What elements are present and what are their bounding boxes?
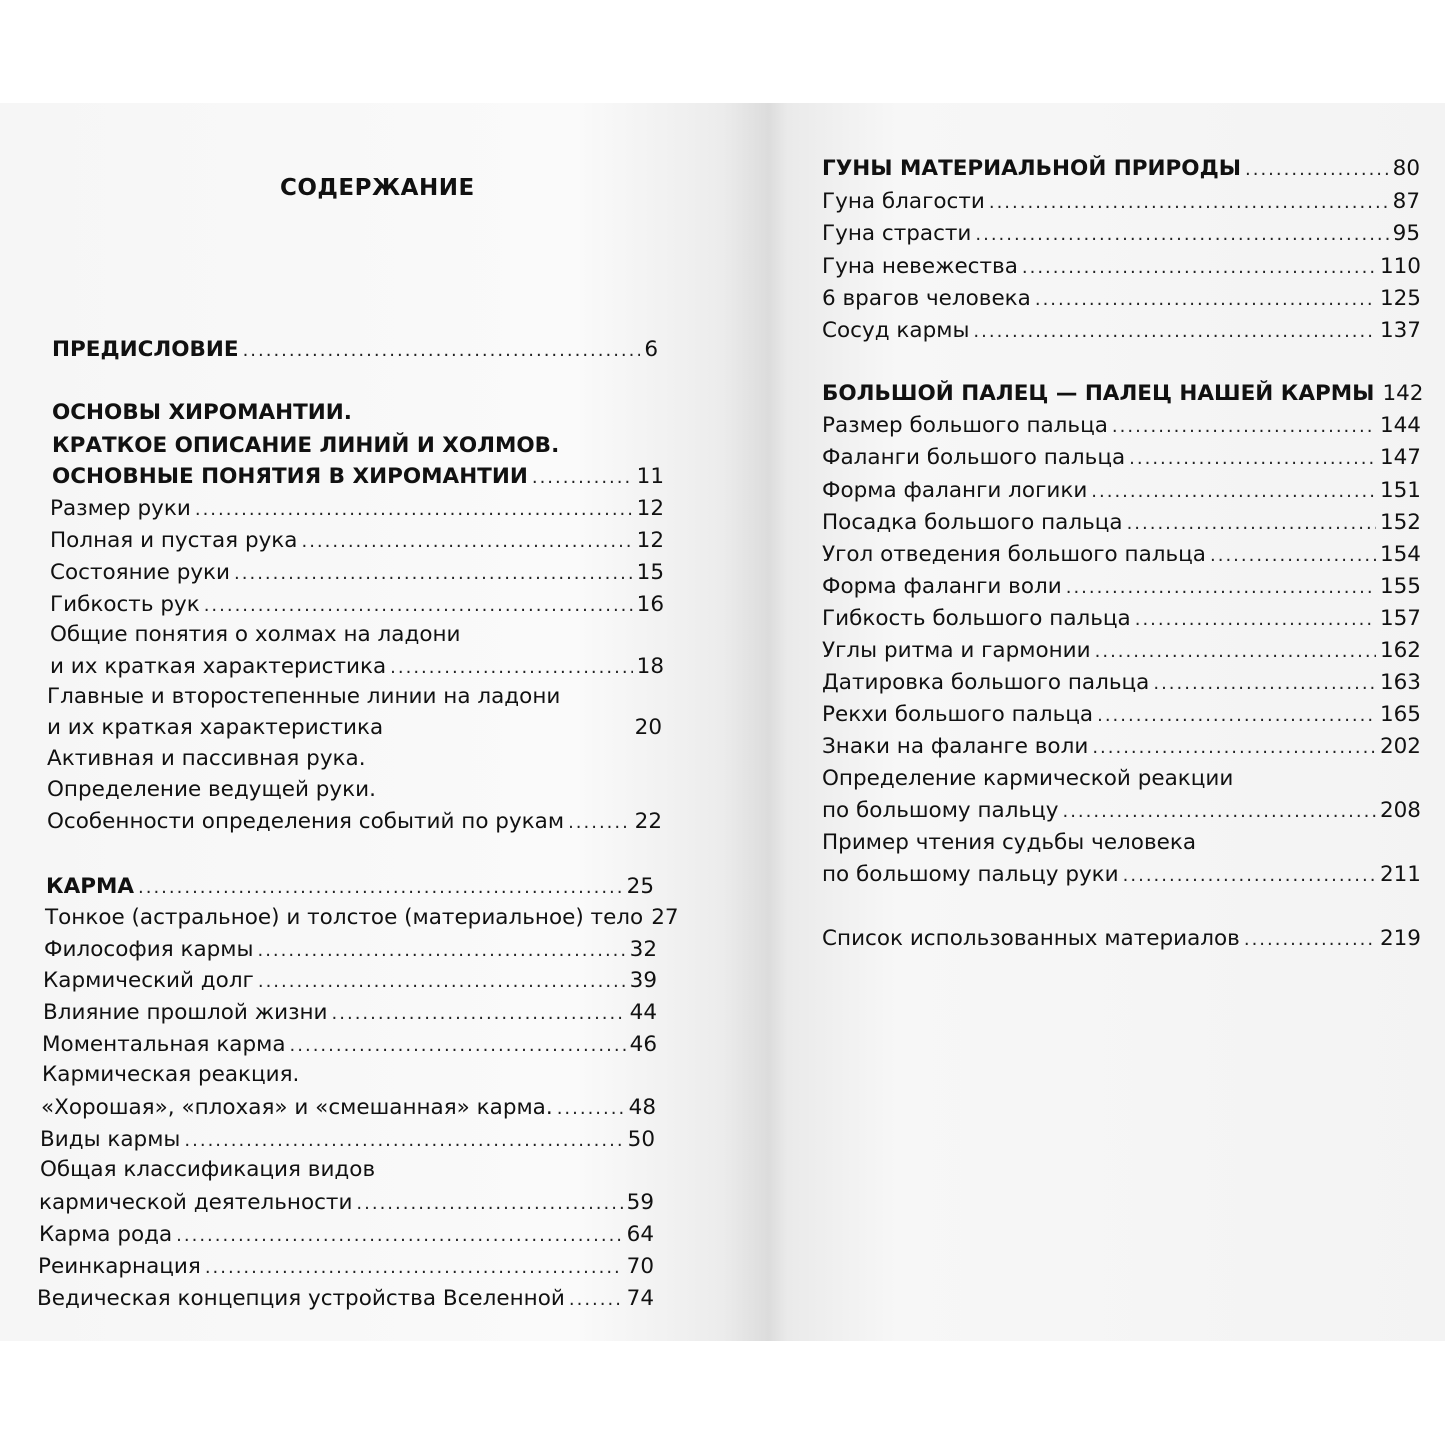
toc-entry xyxy=(42,1029,657,1062)
page-number: 50 xyxy=(627,1127,655,1152)
toc-entry xyxy=(39,1187,654,1220)
entry-line: Определение ведущей руки. xyxy=(47,777,376,802)
page-number: 20 xyxy=(634,715,662,740)
entry-title: Особенности определения событий по рукам xyxy=(47,809,565,834)
toc-entry xyxy=(50,493,664,526)
page-number: 110 xyxy=(1379,254,1421,279)
entry-title: Состояние руки xyxy=(50,560,231,585)
toc-entry xyxy=(47,806,662,839)
toc-entry-section4 xyxy=(822,378,1424,411)
page-number: 163 xyxy=(1379,670,1421,695)
page-number: 154 xyxy=(1379,542,1421,567)
section-heading-line: КРАТКОЕ ОПИСАНИЕ ЛИНИЙ И ХОЛМОВ. xyxy=(52,433,560,458)
page-number: 125 xyxy=(1379,286,1421,311)
page-number: 59 xyxy=(626,1190,654,1215)
toc-entry xyxy=(44,934,657,967)
entry-title: Виды кармы xyxy=(40,1127,181,1152)
toc-entry-section1 xyxy=(52,461,664,494)
entry-title: Полная и пустая рука xyxy=(50,528,298,553)
page-number: 80 xyxy=(1392,156,1420,181)
page-number: 18 xyxy=(636,654,664,679)
entry-title: кармической деятельности xyxy=(39,1190,353,1215)
entry-title: Посадка большого пальца xyxy=(822,510,1123,535)
toc-entry xyxy=(47,712,662,745)
page-number: 15 xyxy=(636,560,664,585)
entry-title: ГУНЫ МАТЕРИАЛЬНОЙ ПРИРОДЫ xyxy=(822,156,1242,181)
dot-leader xyxy=(1244,924,1376,956)
dot-leader xyxy=(176,1220,622,1252)
toc-entry xyxy=(43,965,657,998)
page-number: 22 xyxy=(634,809,662,834)
entry-title: Форма фаланги воли xyxy=(822,574,1062,599)
dot-leader xyxy=(1153,668,1376,700)
toc-entry xyxy=(50,651,664,684)
page-number: 219 xyxy=(1379,926,1421,951)
toc-entry-section2 xyxy=(46,871,654,904)
toc-entry xyxy=(822,635,1421,668)
dot-leader xyxy=(1062,796,1375,828)
page-number: 25 xyxy=(626,874,654,899)
dot-leader xyxy=(569,1284,623,1316)
page-number: 202 xyxy=(1379,734,1421,759)
entry-title: Сосуд кармы xyxy=(822,318,970,343)
dot-leader xyxy=(301,526,632,558)
entry-title: Знаки на фаланге воли xyxy=(822,734,1089,759)
dot-leader xyxy=(989,187,1389,219)
dot-leader xyxy=(138,872,623,904)
dot-leader xyxy=(332,998,626,1030)
page-number: 211 xyxy=(1379,862,1421,887)
page-number: 32 xyxy=(629,937,657,962)
toc-entry xyxy=(822,315,1421,348)
toc-entry-preface xyxy=(52,334,658,367)
toc-entry xyxy=(43,997,657,1030)
entry-title: Угол отведения большого пальца xyxy=(822,542,1206,567)
toc-entry xyxy=(822,507,1421,540)
toc-entry xyxy=(45,902,679,935)
page-number: 142 xyxy=(1382,381,1424,406)
page-number: 74 xyxy=(626,1286,654,1311)
dot-leader xyxy=(975,219,1388,251)
toc-entry xyxy=(822,667,1421,700)
dot-leader xyxy=(1123,860,1376,892)
dot-leader xyxy=(1066,572,1376,604)
page-number: 70 xyxy=(626,1254,654,1279)
page-number: 151 xyxy=(1379,478,1421,503)
section-heading-line: ОСНОВЫ ХИРОМАНТИИ. xyxy=(52,400,352,425)
toc-entry xyxy=(822,218,1420,251)
entry-line: Активная и пассивная рука. xyxy=(47,746,366,771)
dot-leader xyxy=(204,590,633,622)
entry-line: Определение кармической реакции xyxy=(822,766,1234,791)
entry-title: по большому пальцу руки xyxy=(822,862,1119,887)
page-number: 162 xyxy=(1379,638,1421,663)
page-number: 16 xyxy=(636,592,664,617)
entry-title: Размер большого пальца xyxy=(822,413,1108,438)
dot-leader xyxy=(568,807,631,839)
entry-line: Кармическая реакция. xyxy=(42,1062,300,1087)
dot-leader xyxy=(1210,540,1376,572)
toc-entry xyxy=(822,283,1421,316)
book-spread xyxy=(0,103,1445,1341)
dot-leader xyxy=(557,1093,625,1125)
page-number: 165 xyxy=(1379,702,1421,727)
page-number: 147 xyxy=(1379,445,1421,470)
dot-leader xyxy=(390,652,632,684)
dot-leader xyxy=(290,1030,626,1062)
page-number: 95 xyxy=(1392,221,1420,246)
entry-title: Кармический долг xyxy=(43,968,254,993)
page-number: 155 xyxy=(1379,574,1421,599)
toc-entry xyxy=(822,731,1421,764)
entry-title: Гибкость большого пальца xyxy=(822,606,1131,631)
left-page xyxy=(0,103,760,1341)
dot-leader xyxy=(257,935,625,967)
dot-leader xyxy=(1091,476,1376,508)
entry-title: Влияние прошлой жизни xyxy=(43,1000,328,1025)
dot-leader xyxy=(532,462,633,494)
entry-title: Тонкое (астральное) и толстое (материальное) тело xyxy=(45,905,644,930)
entry-title: Рекхи большого пальца xyxy=(822,702,1094,727)
toc-entry xyxy=(822,539,1421,572)
entry-title: ПРЕДИСЛОВИЕ xyxy=(52,337,239,362)
entry-line: Пример чтения судьбы человека xyxy=(822,830,1197,855)
entry-title: и их краткая характеристика xyxy=(47,715,384,740)
dot-leader xyxy=(1112,411,1376,443)
toc-entry xyxy=(40,1124,655,1157)
dot-leader xyxy=(195,494,633,526)
page-number: 44 xyxy=(629,1000,657,1025)
entry-line: Общая классификация видов xyxy=(40,1157,376,1182)
page-number: 27 xyxy=(651,905,679,930)
page-title: СОДЕРЖАНИЕ xyxy=(280,175,475,201)
dot-leader xyxy=(205,1252,623,1284)
entry-title: Реинкарнация xyxy=(38,1254,201,1279)
toc-entry xyxy=(822,475,1421,508)
page-number: 64 xyxy=(626,1222,654,1247)
entry-title: Гибкость рук xyxy=(50,592,200,617)
entry-title: Датировка большого пальца xyxy=(822,670,1150,695)
entry-line: Главные и второстепенные линии на ладони xyxy=(47,684,561,709)
page-number: 6 xyxy=(644,337,658,362)
toc-entry xyxy=(39,1219,654,1252)
toc-entry xyxy=(50,557,664,590)
entry-title: Философия кармы xyxy=(44,937,254,962)
right-page xyxy=(785,103,1445,1341)
page-number: 144 xyxy=(1379,413,1421,438)
dot-leader xyxy=(184,1125,623,1157)
toc-entry xyxy=(822,186,1420,219)
entry-line: Общие понятия о холмах на ладони xyxy=(50,622,461,647)
page-number: 157 xyxy=(1379,606,1421,631)
entry-title: Ведическая концепция устройства Вселенной xyxy=(37,1286,565,1311)
toc-entry-sources xyxy=(822,923,1421,956)
toc-entry xyxy=(822,571,1421,604)
dot-leader xyxy=(1097,700,1376,732)
entry-title: Гуна благости xyxy=(822,189,985,214)
dot-leader xyxy=(1135,604,1376,636)
toc-entry xyxy=(38,1251,654,1284)
page-number: 137 xyxy=(1379,318,1421,343)
toc-entry xyxy=(50,525,664,558)
page-number: 39 xyxy=(629,968,657,993)
dot-leader xyxy=(973,316,1376,348)
dot-leader xyxy=(1127,508,1376,540)
toc-entry xyxy=(822,699,1421,732)
entry-title: Размер руки xyxy=(50,496,191,521)
toc-entry xyxy=(822,859,1421,892)
entry-title: Список использованных материалов xyxy=(822,926,1240,951)
toc-entry xyxy=(41,1092,656,1125)
dot-leader xyxy=(1245,154,1389,186)
toc-entry xyxy=(37,1283,654,1316)
entry-title: «Хорошая», «плохая» и «смешанная» карма. xyxy=(41,1095,553,1120)
page-number: 12 xyxy=(636,496,664,521)
toc-entry xyxy=(822,251,1421,284)
entry-title: 6 врагов человека xyxy=(822,286,1031,311)
dot-leader xyxy=(258,966,626,998)
page-number: 12 xyxy=(636,528,664,553)
entry-title: Моментальная карма xyxy=(42,1032,286,1057)
entry-title: Карма рода xyxy=(39,1222,173,1247)
page-number: 152 xyxy=(1379,510,1421,535)
entry-title: Углы ритма и гармонии xyxy=(822,638,1091,663)
toc-entry xyxy=(822,442,1421,475)
toc-entry xyxy=(822,603,1421,636)
page-number: 208 xyxy=(1379,798,1421,823)
entry-title: КАРМА xyxy=(46,874,135,899)
toc-entry xyxy=(822,795,1421,828)
dot-leader xyxy=(1129,443,1376,475)
entry-title: Форма фаланги логики xyxy=(822,478,1088,503)
entry-title: Гуна невежества xyxy=(822,254,1018,279)
entry-title: по большому пальцу xyxy=(822,798,1059,823)
entry-title: Гуна страсти xyxy=(822,221,972,246)
entry-title: и их краткая характеристика xyxy=(50,654,387,679)
dot-leader xyxy=(1035,284,1376,316)
page-number: 87 xyxy=(1392,189,1420,214)
page-number: 48 xyxy=(628,1095,656,1120)
page-number: 46 xyxy=(629,1032,657,1057)
entry-title: БОЛЬШОЙ ПАЛЕЦ — ПАЛЕЦ НАШЕЙ КАРМЫ xyxy=(822,381,1375,406)
entry-title: ОСНОВНЫЕ ПОНЯТИЯ В ХИРОМАНТИИ xyxy=(52,464,528,489)
dot-leader xyxy=(1092,732,1376,764)
dot-leader xyxy=(1022,252,1376,284)
toc-entry-section3 xyxy=(822,153,1420,186)
toc-entry xyxy=(822,410,1421,443)
entry-title: Фаланги большого пальца xyxy=(822,445,1126,470)
dot-leader xyxy=(243,335,641,367)
dot-leader xyxy=(1095,636,1376,668)
page-number: 11 xyxy=(636,464,664,489)
toc-entry xyxy=(50,589,664,622)
dot-leader xyxy=(234,558,633,590)
dot-leader xyxy=(356,1188,622,1220)
